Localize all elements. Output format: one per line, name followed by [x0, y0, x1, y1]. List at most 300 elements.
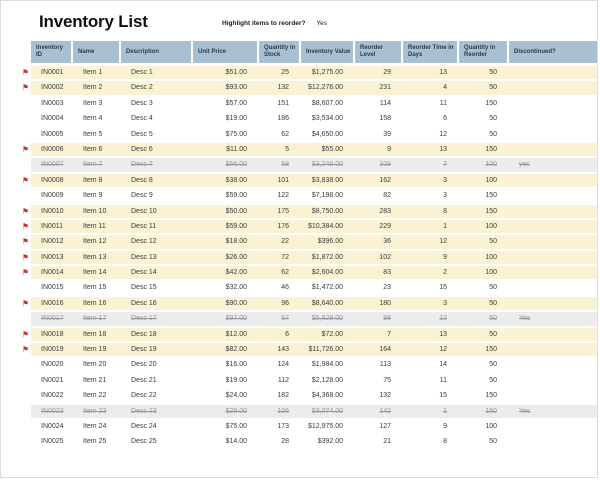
cell-id[interactable]: IN0018	[41, 330, 64, 338]
cell-inv-value[interactable]: $2,604.00	[311, 269, 343, 277]
cell-inv-value[interactable]: $3,074.00	[311, 407, 343, 415]
cell-inv-value[interactable]: $5,529.00	[311, 315, 343, 323]
cell-reorder-time[interactable]: 12	[439, 346, 447, 354]
cell-discontinued[interactable]	[509, 235, 597, 248]
cell-id[interactable]: IN0021	[41, 376, 64, 384]
cell-discontinued[interactable]	[509, 328, 597, 341]
column-header-inventory-value[interactable]: Inventory Value	[301, 41, 355, 63]
cell-id[interactable]: IN0020	[41, 361, 64, 369]
cell-discontinued[interactable]: Yes	[519, 315, 531, 323]
cell-name[interactable]: Item 18	[83, 330, 107, 338]
cell-unit-price[interactable]: $82.00	[225, 346, 247, 354]
cell-desc[interactable]: Desc 9	[131, 192, 153, 200]
cell-name[interactable]: Item 15	[83, 284, 107, 292]
flag-gutter-cell	[17, 81, 31, 96]
cell-name[interactable]: Item 11	[83, 222, 106, 230]
cell-name[interactable]: Item 12	[83, 238, 107, 246]
cell-name[interactable]: Item 20	[83, 361, 107, 369]
column-header-description[interactable]: Description	[121, 41, 193, 63]
cell-inv-value[interactable]: $4,650.00	[311, 130, 343, 138]
flag-gutter-cell	[17, 297, 31, 312]
cell-name[interactable]: Item 4	[83, 115, 103, 123]
cell-name[interactable]: Item 25	[83, 438, 107, 446]
cell-reorder-level[interactable]: 98	[383, 315, 391, 323]
cell-discontinued[interactable]	[509, 358, 597, 371]
cell-reorder-level[interactable]: 113	[379, 361, 391, 369]
cell-id[interactable]: IN0015	[41, 284, 64, 292]
cell-reorder-time[interactable]: 3	[443, 176, 447, 184]
cell-inv-value[interactable]: $2,128.00	[311, 376, 343, 384]
cell-name[interactable]: Item 1	[83, 69, 103, 76]
cell-inv-value[interactable]: $1,984.00	[311, 361, 343, 369]
table-row	[17, 81, 597, 96]
cell-desc[interactable]: Desc 8	[131, 176, 153, 184]
flag-gutter-cell	[17, 143, 31, 158]
reorder-flag-icon: ⚑	[21, 329, 29, 339]
cell-qty-reorder[interactable]: 100	[485, 222, 497, 230]
cell-desc[interactable]: Desc 3	[131, 99, 153, 107]
cell-id[interactable]: IN0023	[41, 407, 64, 415]
cell-reorder-level[interactable]: 83	[383, 269, 391, 277]
cell-reorder-level[interactable]: 114	[379, 99, 391, 107]
cell-reorder-level[interactable]: 231	[379, 84, 391, 92]
cell-unit-price[interactable]: $57.00	[225, 99, 247, 107]
table-row	[17, 266, 597, 281]
cell-reorder-level[interactable]: 23	[383, 284, 391, 292]
cell-inv-value[interactable]: $3,248.00	[311, 161, 343, 169]
cell-reorder-level[interactable]: 283	[379, 207, 391, 215]
cell-reorder-level[interactable]: 180	[379, 299, 391, 307]
cell-qty-reorder[interactable]: 50	[489, 315, 497, 323]
cell-qty-reorder[interactable]: 50	[489, 284, 497, 292]
cell-reorder-time[interactable]: 8	[443, 207, 447, 215]
cell-name[interactable]: Item 14	[83, 269, 107, 277]
table-row	[17, 251, 597, 266]
cell-unit-price[interactable]: $56.00	[225, 161, 247, 169]
cell-desc[interactable]: Desc 23	[131, 407, 157, 415]
flag-gutter	[17, 41, 31, 63]
cell-qty-stock[interactable]: 28	[281, 438, 289, 446]
cell-qty-reorder[interactable]: 100	[485, 253, 497, 261]
cell-qty-stock[interactable]: 101	[277, 176, 289, 184]
cell-desc[interactable]: Desc 25	[131, 438, 157, 446]
cell-unit-price[interactable]: $16.00	[225, 361, 247, 369]
flag-gutter-cell	[17, 328, 31, 343]
reorder-flag-icon: ⚑	[21, 175, 29, 185]
cell-qty-reorder[interactable]: 150	[485, 145, 497, 153]
cell-discontinued[interactable]	[509, 251, 597, 264]
cell-inv-value[interactable]: $8,750.00	[311, 207, 343, 215]
cell-qty-stock[interactable]: 151	[277, 99, 289, 107]
cell-inv-value[interactable]: $11,726.00	[308, 346, 343, 354]
cell-discontinued[interactable]	[509, 389, 597, 402]
cell-unit-price[interactable]: $14.00	[225, 438, 247, 446]
cell-qty-stock[interactable]: 122	[277, 192, 289, 200]
flag-gutter-cell	[17, 374, 31, 389]
cell-reorder-level[interactable]: 229	[379, 222, 391, 230]
cell-desc[interactable]: Desc 19	[131, 346, 157, 354]
cell-qty-stock[interactable]: 72	[281, 253, 289, 261]
cell-unit-price[interactable]: $90.00	[225, 299, 247, 307]
cell-reorder-level[interactable]: 142	[379, 407, 391, 415]
cell-unit-price[interactable]: $32.00	[225, 284, 247, 292]
flag-gutter-cell	[17, 128, 31, 143]
cell-name[interactable]: Item 3	[83, 99, 103, 107]
cell-unit-price[interactable]: $93.00	[225, 84, 247, 92]
reorder-flag-icon: ⚑	[21, 237, 29, 247]
cell-unit-price[interactable]: $75.00	[225, 130, 247, 138]
cell-unit-price[interactable]: $19.00	[225, 115, 247, 123]
table-row	[17, 189, 597, 204]
flag-gutter-cell	[17, 251, 31, 266]
cell-reorder-level[interactable]: 36	[383, 238, 391, 246]
column-header-inventory-id[interactable]: Inventory ID	[31, 41, 73, 63]
cell-name[interactable]: Item 13	[83, 253, 107, 261]
inventory-table	[17, 41, 597, 451]
cell-id[interactable]: IN0004	[41, 115, 64, 123]
cell-reorder-level[interactable]: 164	[379, 346, 391, 354]
cell-id[interactable]: IN0012	[41, 238, 64, 246]
cell-name[interactable]: Item 8	[83, 176, 103, 184]
cell-name[interactable]: Item 10	[83, 207, 107, 215]
cell-qty-reorder[interactable]: 50	[489, 438, 497, 446]
flag-gutter-cell	[17, 435, 31, 450]
cell-desc[interactable]: Desc 14	[131, 269, 157, 277]
table-row	[17, 174, 597, 189]
cell-reorder-time[interactable]: 13	[439, 330, 447, 338]
cell-name[interactable]: Item 24	[83, 422, 107, 430]
cell-id[interactable]: IN0002	[41, 84, 64, 92]
cell-qty-reorder[interactable]: 50	[489, 330, 497, 338]
cell-desc[interactable]: Desc 22	[131, 392, 157, 400]
column-header-quantity-in-stock[interactable]: Quantity in Stock	[259, 41, 301, 63]
cell-desc[interactable]: Desc 4	[131, 115, 153, 123]
cell-desc[interactable]: Desc 5	[131, 130, 153, 138]
cell-reorder-level[interactable]: 132	[379, 392, 391, 400]
cell-qty-reorder[interactable]: 150	[485, 99, 497, 107]
reorder-flag-icon: ⚑	[21, 206, 29, 216]
cell-qty-reorder[interactable]: 150	[485, 407, 497, 415]
cell-qty-stock[interactable]: 143	[277, 346, 289, 354]
cell-desc[interactable]: Desc 7	[131, 161, 153, 169]
cell-reorder-level[interactable]: 9	[387, 145, 391, 153]
table-row	[17, 281, 597, 296]
cell-qty-reorder[interactable]: 50	[489, 361, 497, 369]
cell-id[interactable]: IN0006	[41, 145, 64, 153]
flag-gutter-cell	[17, 266, 31, 281]
cell-discontinued[interactable]	[509, 81, 597, 94]
cell-name[interactable]: Item 22	[83, 392, 107, 400]
cell-discontinued[interactable]	[509, 435, 597, 448]
cell-unit-price[interactable]: $51.00	[225, 69, 247, 76]
cell-unit-price[interactable]: $24.00	[225, 392, 247, 400]
cell-id[interactable]: IN0010	[41, 207, 64, 215]
cell-qty-stock[interactable]: 6	[285, 330, 289, 338]
cell-qty-stock[interactable]: 182	[277, 392, 289, 400]
cell-reorder-time[interactable]: 8	[443, 438, 447, 446]
cell-reorder-time[interactable]: 11	[439, 376, 447, 384]
cell-qty-reorder[interactable]: 100	[485, 161, 497, 169]
cell-reorder-time[interactable]: 6	[443, 115, 447, 123]
cell-qty-reorder[interactable]: 100	[485, 422, 497, 430]
table-row	[17, 312, 597, 327]
cell-qty-reorder[interactable]: 50	[489, 115, 497, 123]
cell-name[interactable]: Item 23	[83, 407, 107, 415]
cell-unit-price[interactable]: $59.00	[225, 222, 247, 230]
flag-gutter-cell	[17, 312, 31, 327]
cell-id[interactable]: IN0001	[41, 69, 64, 76]
cell-unit-price[interactable]: $59.00	[225, 192, 247, 200]
cell-qty-reorder[interactable]: 50	[489, 69, 497, 76]
flag-gutter-cell	[17, 358, 31, 373]
cell-name[interactable]: Item 16	[83, 299, 107, 307]
cell-discontinued[interactable]	[509, 97, 597, 110]
inventory-table-body	[17, 66, 597, 451]
cell-reorder-time[interactable]: 12	[439, 130, 447, 138]
cell-name[interactable]: Item 7	[83, 161, 103, 169]
cell-qty-stock[interactable]: 22	[281, 238, 289, 246]
cell-reorder-time[interactable]: 7	[443, 161, 447, 169]
cell-name[interactable]: Item 9	[83, 192, 103, 200]
cell-desc[interactable]: Desc 10	[131, 207, 157, 215]
cell-desc[interactable]: Desc 12	[131, 238, 157, 246]
cell-qty-stock[interactable]: 5	[285, 145, 289, 153]
cell-discontinued[interactable]	[509, 174, 597, 187]
cell-desc[interactable]: Desc 11	[131, 222, 157, 230]
cell-reorder-time[interactable]: 9	[443, 422, 447, 430]
cell-inv-value[interactable]: $392.00	[317, 438, 343, 446]
flag-gutter-cell	[17, 389, 31, 404]
cell-inv-value[interactable]: $1,275.00	[311, 69, 343, 76]
cell-inv-value[interactable]: $1,472.00	[311, 284, 343, 292]
cell-id[interactable]: IN0016	[41, 299, 64, 307]
column-header-discontinued[interactable]: Discontinued?	[509, 41, 597, 63]
column-header-name[interactable]: Name	[73, 41, 121, 63]
reorder-flag-icon: ⚑	[21, 268, 29, 278]
cell-reorder-time[interactable]: 14	[439, 361, 447, 369]
cell-reorder-level[interactable]: 21	[383, 438, 391, 446]
cell-inv-value[interactable]: $7,198.00	[311, 192, 343, 200]
cell-qty-stock[interactable]: 62	[281, 130, 289, 138]
cell-unit-price[interactable]: $38.00	[225, 176, 247, 184]
cell-id[interactable]: IN0011	[41, 222, 64, 230]
cell-qty-reorder[interactable]: 50	[489, 130, 497, 138]
column-header-reorder-level[interactable]: Reorder Level	[355, 41, 403, 63]
cell-reorder-level[interactable]: 162	[379, 176, 391, 184]
cell-qty-reorder[interactable]: 50	[489, 84, 497, 92]
cell-reorder-time[interactable]: 12	[439, 315, 447, 323]
cell-unit-price[interactable]: $12.00	[225, 330, 247, 338]
cell-discontinued[interactable]	[509, 112, 597, 125]
cell-desc[interactable]: Desc 24	[131, 422, 157, 430]
cell-reorder-time[interactable]: 3	[443, 192, 447, 200]
cell-unit-price[interactable]: $42.00	[225, 269, 247, 277]
cell-qty-stock[interactable]: 62	[281, 269, 289, 277]
cell-inv-value[interactable]: $12,975.00	[307, 422, 343, 430]
cell-reorder-time[interactable]: 3	[443, 299, 447, 307]
cell-unit-price[interactable]: $29.00	[225, 407, 247, 415]
cell-reorder-level[interactable]: 127	[379, 422, 391, 430]
cell-name[interactable]: Item 6	[83, 145, 103, 153]
cell-reorder-time[interactable]: 15	[439, 284, 447, 292]
cell-discontinued[interactable]	[509, 343, 597, 356]
cell-reorder-time[interactable]: 11	[439, 99, 447, 107]
cell-reorder-time[interactable]: 15	[439, 392, 447, 400]
cell-id[interactable]: IN0005	[41, 130, 64, 138]
cell-discontinued[interactable]	[509, 220, 597, 233]
reorder-flag-icon: ⚑	[21, 345, 29, 355]
cell-discontinued[interactable]	[509, 128, 597, 141]
cell-discontinued[interactable]	[509, 266, 597, 279]
cell-desc[interactable]: Desc 16	[131, 299, 157, 307]
cell-id[interactable]: IN0008	[41, 176, 64, 184]
cell-unit-price[interactable]: $75.00	[225, 422, 247, 430]
column-header-quantity-in-reorder[interactable]: Quantity in Reorder	[459, 41, 509, 63]
cell-qty-stock[interactable]: 106	[277, 407, 289, 415]
flag-gutter-cell	[17, 220, 31, 235]
cell-inv-value[interactable]: $4,368.00	[311, 392, 343, 400]
cell-qty-reorder[interactable]: 150	[485, 346, 497, 354]
column-header-reorder-time-in-days[interactable]: Reorder Time in Days	[403, 41, 459, 63]
cell-qty-reorder[interactable]: 150	[485, 192, 497, 200]
cell-reorder-time[interactable]: 12	[439, 238, 447, 246]
cell-inv-value[interactable]: $72.00	[321, 330, 343, 338]
cell-unit-price[interactable]: $50.00	[225, 207, 247, 215]
cell-qty-stock[interactable]: 46	[281, 284, 289, 292]
cell-discontinued[interactable]	[509, 143, 597, 156]
cell-desc[interactable]: Desc 20	[131, 361, 157, 369]
table-row	[17, 235, 597, 250]
cell-id[interactable]: IN0009	[41, 192, 64, 200]
cell-reorder-level[interactable]: 109	[379, 161, 391, 169]
cell-qty-reorder[interactable]: 150	[485, 207, 497, 215]
cell-reorder-level[interactable]: 29	[383, 69, 391, 76]
cell-qty-reorder[interactable]: 150	[485, 392, 497, 400]
cell-discontinued[interactable]	[509, 205, 597, 218]
cell-reorder-time[interactable]: 13	[439, 69, 447, 76]
cell-name[interactable]: Item 17	[83, 315, 107, 323]
cell-qty-reorder[interactable]: 100	[485, 176, 497, 184]
cell-discontinued[interactable]	[509, 189, 597, 202]
cell-inv-value[interactable]: $10,384.00	[307, 222, 343, 230]
cell-qty-stock[interactable]: 25	[281, 69, 289, 76]
cell-qty-stock[interactable]: 57	[281, 315, 289, 323]
table-header	[17, 41, 597, 63]
highlight-items-value[interactable]: Yes	[316, 20, 328, 27]
cell-unit-price[interactable]: $26.00	[225, 253, 247, 261]
cell-qty-stock[interactable]: 112	[277, 376, 289, 384]
cell-qty-stock[interactable]: 58	[281, 161, 289, 169]
cell-inv-value[interactable]: $8,640.00	[311, 299, 343, 307]
cell-id[interactable]: IN0013	[41, 253, 64, 261]
cell-discontinued[interactable]	[509, 420, 597, 433]
cell-reorder-level[interactable]: 82	[383, 192, 391, 200]
cell-reorder-level[interactable]: 75	[383, 376, 391, 384]
cell-qty-reorder[interactable]: 100	[485, 269, 497, 277]
cell-id[interactable]: IN0003	[41, 99, 64, 107]
cell-desc[interactable]: Desc 1	[131, 69, 153, 76]
cell-desc[interactable]: Desc 13	[131, 253, 157, 261]
cell-discontinued[interactable]	[509, 66, 597, 79]
flag-gutter-cell	[17, 405, 31, 420]
cell-reorder-time[interactable]: 1	[443, 407, 447, 415]
highlight-control	[222, 20, 327, 27]
table-row	[17, 220, 597, 235]
reorder-flag-icon: ⚑	[21, 252, 29, 262]
cell-inv-value[interactable]: $3,534.00	[311, 115, 343, 123]
cell-qty-reorder[interactable]: 50	[489, 376, 497, 384]
cell-id[interactable]: IN0019	[41, 346, 64, 354]
cell-reorder-time[interactable]: 13	[439, 145, 447, 153]
cell-inv-value[interactable]: $396.00	[317, 238, 343, 246]
cell-desc[interactable]: Desc 2	[131, 84, 153, 92]
cell-discontinued[interactable]	[509, 297, 597, 310]
cell-id[interactable]: IN0022	[41, 392, 64, 400]
cell-name[interactable]: Item 19	[83, 346, 107, 354]
cell-qty-stock[interactable]: 173	[277, 422, 289, 430]
cell-reorder-time[interactable]: 4	[443, 84, 447, 92]
cell-qty-stock[interactable]: 124	[277, 361, 289, 369]
cell-inv-value[interactable]: $8,607.00	[311, 99, 343, 107]
cell-discontinued[interactable]	[509, 374, 597, 387]
cell-reorder-time[interactable]: 1	[443, 222, 447, 230]
cell-id[interactable]: IN0024	[41, 422, 64, 430]
cell-qty-stock[interactable]: 175	[277, 207, 289, 215]
cell-reorder-level[interactable]: 7	[387, 330, 391, 338]
cell-unit-price[interactable]: $18.00	[225, 238, 247, 246]
cell-unit-price[interactable]: $11.00	[226, 145, 247, 153]
cell-unit-price[interactable]: $97.00	[225, 315, 247, 323]
cell-id[interactable]: IN0007	[41, 161, 64, 169]
cell-id[interactable]: IN0017	[41, 315, 64, 323]
column-header-unit-price[interactable]: Unit Price	[193, 41, 259, 63]
cell-desc[interactable]: Desc 21	[131, 376, 157, 384]
table-row	[17, 343, 597, 358]
cell-desc[interactable]: Desc 6	[131, 145, 153, 153]
cell-inv-value[interactable]: $1,872.00	[311, 253, 343, 261]
cell-qty-stock[interactable]: 176	[277, 222, 289, 230]
cell-reorder-level[interactable]: 39	[383, 130, 391, 138]
cell-inv-value[interactable]: $12,276.00	[307, 84, 343, 92]
cell-reorder-time[interactable]: 9	[443, 253, 447, 261]
table-row	[17, 143, 597, 158]
cell-qty-stock[interactable]: 96	[281, 299, 289, 307]
cell-desc[interactable]: Desc 18	[131, 330, 157, 338]
cell-qty-stock[interactable]: 132	[277, 84, 289, 92]
cell-qty-stock[interactable]: 186	[277, 115, 289, 123]
cell-inv-value[interactable]: $55.00	[321, 145, 343, 153]
cell-reorder-time[interactable]: 2	[443, 269, 447, 277]
cell-desc[interactable]: Desc 17	[131, 315, 157, 323]
cell-name[interactable]: Item 5	[83, 130, 103, 138]
cell-discontinued[interactable]: yes	[519, 161, 530, 169]
cell-id[interactable]: IN0014	[41, 269, 64, 277]
cell-qty-reorder[interactable]: 50	[489, 238, 497, 246]
cell-qty-reorder[interactable]: 50	[489, 299, 497, 307]
cell-inv-value[interactable]: $3,838.00	[311, 176, 343, 184]
table-row	[17, 374, 597, 389]
cell-name[interactable]: Item 21	[83, 376, 107, 384]
cell-id[interactable]: IN0025	[41, 438, 64, 446]
cell-reorder-level[interactable]: 158	[379, 115, 391, 123]
cell-desc[interactable]: Desc 15	[131, 284, 157, 292]
cell-reorder-level[interactable]: 102	[379, 253, 391, 261]
table-row	[17, 420, 597, 435]
cell-discontinued[interactable]: Yes	[519, 407, 531, 415]
cell-name[interactable]: Item 2	[83, 84, 103, 92]
cell-unit-price[interactable]: $19.00	[225, 376, 247, 384]
cell-discontinued[interactable]	[509, 281, 597, 294]
